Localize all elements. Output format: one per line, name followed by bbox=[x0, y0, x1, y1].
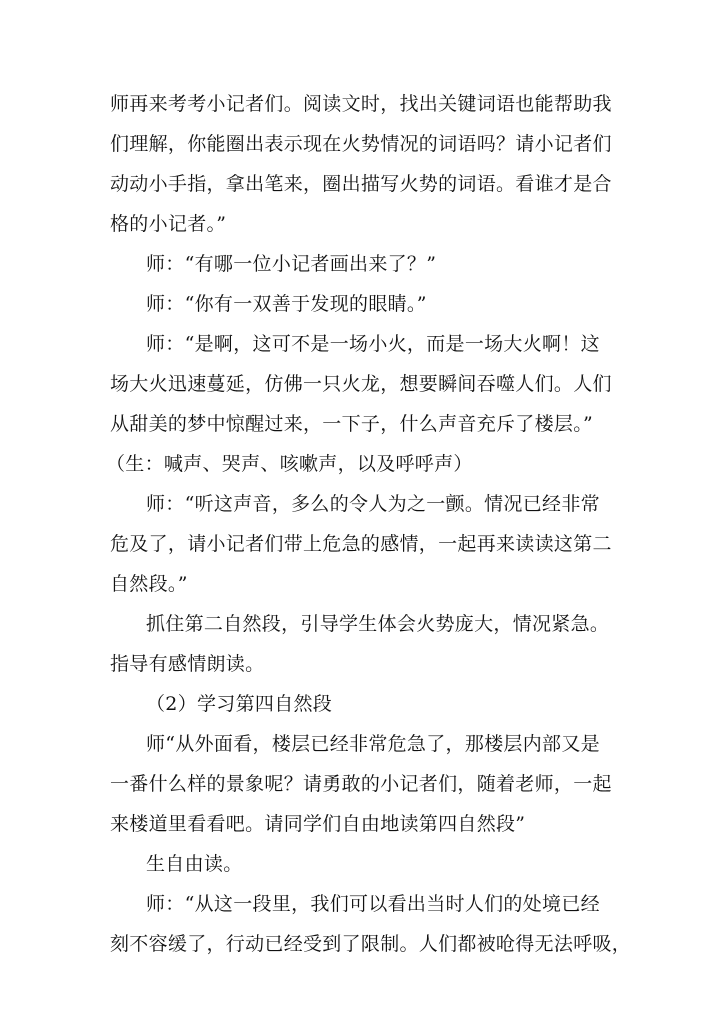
text-line: 抓住第二自然段，引导学生体会火势庞大，情况紧急。 bbox=[146, 613, 610, 635]
text-line: 来楼道里看看吧。请同学们自由地读第四自然段” bbox=[110, 813, 526, 835]
text-line: 师：“听这声音，多么的令人为之一颤。情况已经非常 bbox=[146, 493, 600, 515]
text-line: 师“从外面看，楼层已经非常危急了，那楼层内部又是 bbox=[146, 733, 600, 755]
section-heading: （2）学习第四自然段 bbox=[146, 693, 333, 715]
text-line: 刻不容缓了，行动已经受到了限制。人们都被呛得无法呼吸， bbox=[110, 933, 632, 955]
text-line: 师：“有哪一位小记者画出来了？” bbox=[146, 253, 437, 275]
text-line: 师：“是啊，这可不是一场小火，而是一场大火啊！这 bbox=[146, 333, 600, 355]
text-line: 师再来考考小记者们。阅读文时，找出关键词语也能帮助我 bbox=[110, 93, 612, 115]
text-line: 格的小记者。” bbox=[110, 213, 227, 235]
text-line: 自然段。” bbox=[110, 573, 188, 595]
text-line: 指导有感情朗读。 bbox=[110, 653, 265, 675]
text-line: （生：喊声、哭声、咳嗽声，以及呼呼声） bbox=[106, 453, 473, 475]
text-line: 危及了，请小记者们带上危急的感情，一起再来读读这第二 bbox=[110, 533, 612, 555]
text-line: 师：“你有一双善于发现的眼睛。” bbox=[146, 293, 427, 315]
text-line: 动动小手指，拿出笔来，圈出描写火势的词语。看谁才是合 bbox=[110, 173, 612, 195]
text-line: 从甜美的梦中惊醒过来，一下子，什么声音充斥了楼层。” bbox=[110, 413, 594, 435]
text-line: 一番什么样的景象呢？请勇敢的小记者们，随着老师，一起 bbox=[110, 773, 612, 795]
text-line: 们理解，你能圈出表示现在火势情况的词语吗？请小记者们 bbox=[110, 133, 612, 155]
text-line: 场大火迅速蔓延，仿佛一只火龙，想要瞬间吞噬人们。人们 bbox=[110, 373, 612, 395]
text-line: 师：“从这一段里，我们可以看出当时人们的处境已经 bbox=[146, 893, 600, 915]
text-line: 生自由读。 bbox=[146, 853, 243, 875]
